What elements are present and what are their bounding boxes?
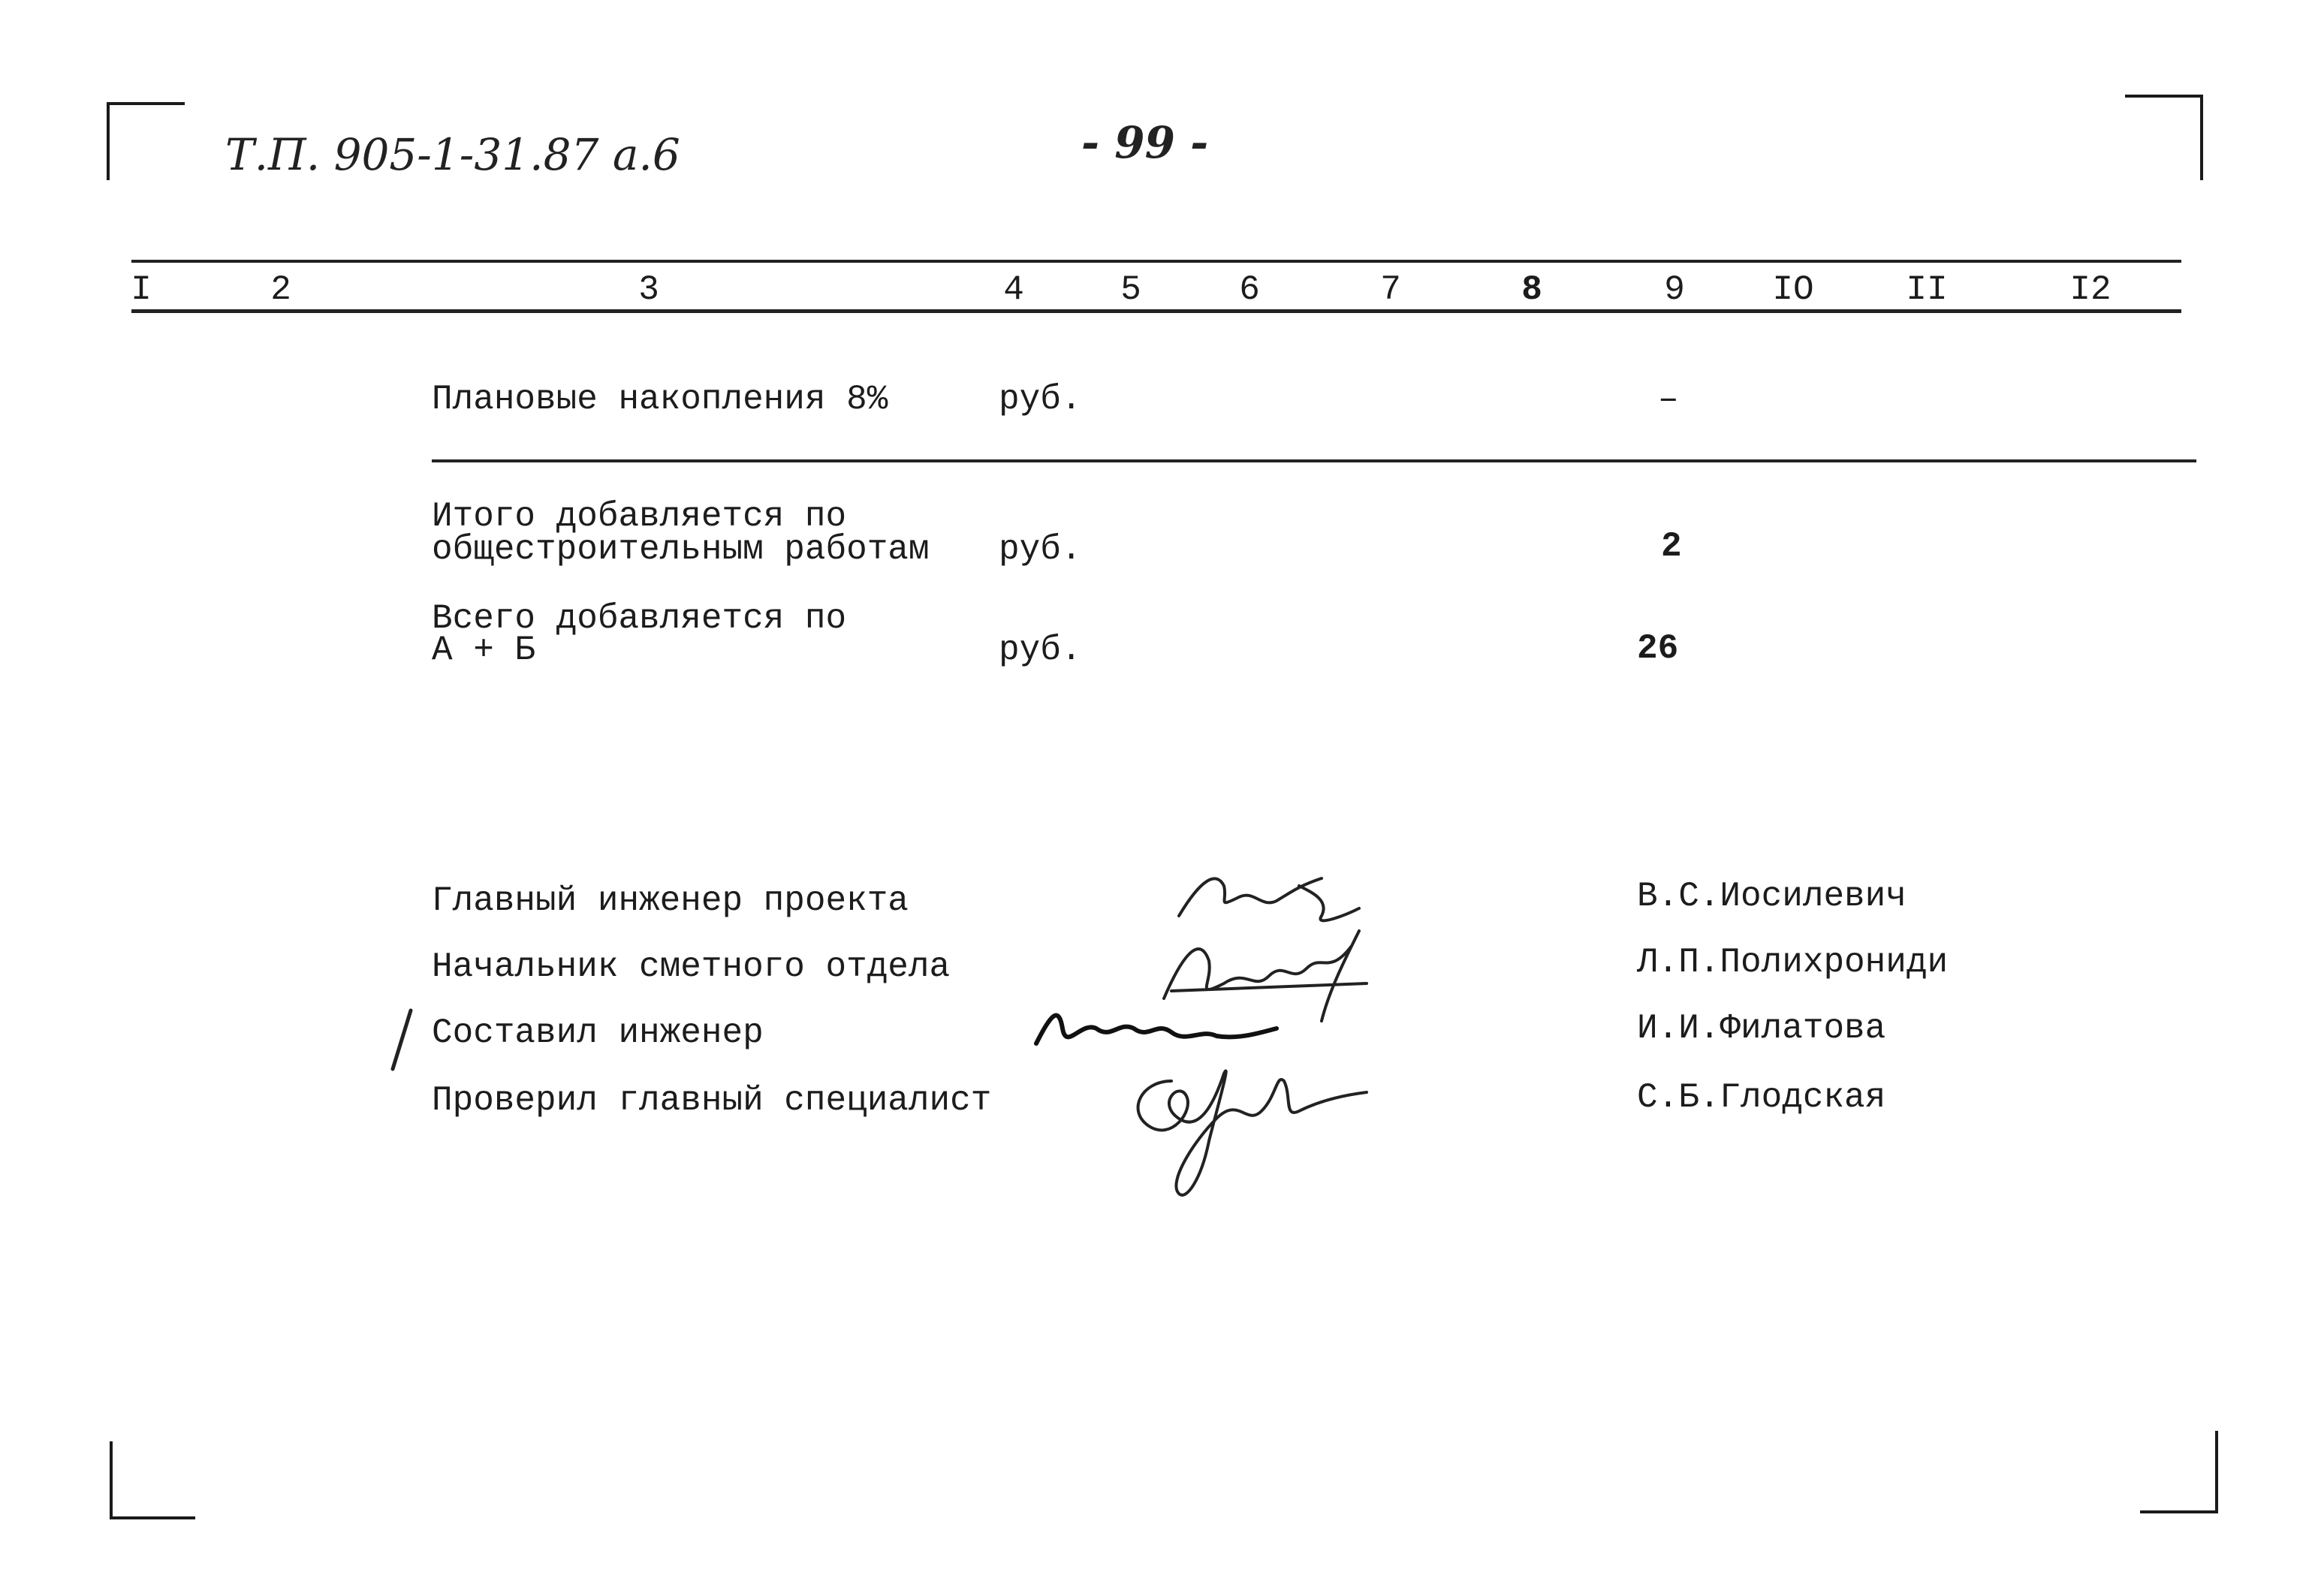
row-label: Итого добавляется по — [432, 497, 847, 536]
corner-mark-top-left — [107, 102, 185, 180]
row-label: Всего добавляется по — [432, 599, 847, 638]
totals-separator-rule — [432, 459, 2196, 462]
column-number: I — [131, 270, 152, 309]
signature-image — [1029, 998, 1284, 1058]
column-header-bottom-rule — [131, 309, 2181, 313]
row-unit: руб. — [999, 530, 1082, 569]
signatory-name: В.С.Иосилевич — [1637, 877, 1907, 916]
check-mark-icon — [387, 1006, 417, 1074]
corner-mark-top-right — [2125, 95, 2203, 180]
column-number: 5 — [1120, 270, 1141, 309]
signature-image — [1111, 1051, 1382, 1209]
row-value: – — [1658, 380, 1679, 419]
corner-mark-bottom-right — [2140, 1431, 2218, 1513]
signatory-position: Начальник сметного отдела — [432, 947, 951, 986]
signatory-name: И.И.Филатова — [1637, 1009, 1886, 1048]
column-number: 9 — [1664, 270, 1685, 309]
row-label: А + Б — [432, 631, 536, 670]
signatory-name: Л.П.Полихрониди — [1637, 943, 1949, 982]
column-number: 8 — [1521, 270, 1542, 309]
column-number: I2 — [2069, 270, 2112, 309]
signatory-position: Составил инженер — [432, 1013, 764, 1052]
column-header-top-rule — [131, 260, 2181, 263]
document-reference: Т.П. 905-1-31.87 а.6 — [225, 129, 680, 180]
row-label: Плановые накопления 8% — [432, 380, 888, 419]
signatory-position: Главный инженер проекта — [432, 881, 909, 920]
signatory-position: Проверил главный специалист — [432, 1081, 992, 1120]
corner-mark-bottom-left — [110, 1441, 195, 1519]
signatory-name: С.Б.Глодская — [1637, 1078, 1886, 1117]
column-number: 2 — [270, 270, 291, 309]
row-unit: руб. — [999, 631, 1082, 670]
row-unit: руб. — [999, 380, 1082, 419]
column-number: II — [1906, 270, 1948, 309]
row-value: 26 — [1637, 629, 1679, 668]
page-number: - 99 - — [1081, 117, 1209, 168]
column-number: 3 — [638, 270, 659, 309]
column-number: 6 — [1239, 270, 1260, 309]
row-value: 2 — [1661, 527, 1682, 566]
column-number: IO — [1772, 270, 1814, 309]
column-number: 7 — [1380, 270, 1401, 309]
row-label: общестроительным работам — [432, 530, 930, 569]
column-number: 4 — [1003, 270, 1024, 309]
